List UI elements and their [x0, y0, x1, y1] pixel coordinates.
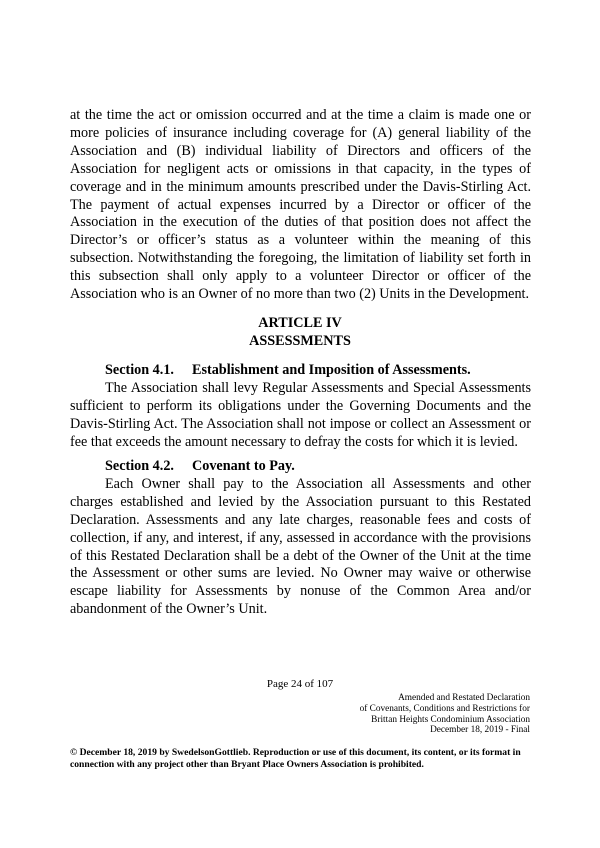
doc-info-line: Brittan Heights Condominium Association [371, 714, 530, 725]
article-title: ASSESSMENTS [249, 333, 351, 349]
article-number: ARTICLE IV [258, 315, 342, 331]
section-4-2 [70, 458, 531, 619]
section-heading [70, 458, 531, 476]
article-heading [0, 314, 600, 350]
section-number: Section 4.1. [105, 362, 174, 378]
section-body: The Association shall levy Regular Assessments and Special Assessments sufficient to perform its obligations under the Governing Documents and the Davis-Stirling Act. The Association shall not impose or collect an Assessment or fee that exceeds the amount necessary to defray the costs for which it is levied. [70, 379, 531, 450]
continuation-paragraph-block [70, 107, 531, 304]
doc-info-line: of Covenants, Conditions and Restrictions for [359, 703, 530, 714]
section-body: Each Owner shall pay to the Association all Assessments and other charges established and levied by the Association pursuant to this Restated Declaration. Assessments and any late charges, reasonable fees and costs of collection, if any, and interest, if any, assessed in accordance with the provisions of this Restated Declaration shall be a debt of the Owner of the Unit at the time the Assessment or other sums are levied. No Owner may waive or otherwise escape liability for Assessments by nonuse of the Common Area and/or abandonment of the Owner’s Unit. [70, 475, 531, 618]
section-heading [70, 362, 531, 380]
copyright-notice: © December 18, 2019 by SwedelsonGottlieb. Reproduction or use of this document, its content, or its format in connection with any project other than Bryant Place Owners Association is prohibited. [70, 747, 521, 770]
section-4-1 [70, 362, 531, 452]
continuation-paragraph: at the time the act or omission occurred and at the time a claim is made one or more policies of insurance including coverage for (A) general liability of the Association and (B) individual liability of Directors and officers of the Association for negligent acts or omissions in that capacity, in the types of coverage and in the minimum amounts prescribed under the Davis-Stirling Act. The payment of actual expenses incurred by a Director or officer of the Association in the execution of the duties of that position does not affect the Director’s or officer’s status as a volunteer within the meaning of this subsection. Notwithstanding the foregoing, the limitation of liability set forth in this subsection shall only apply to a volunteer Director or officer of the Association who is an Owner of no more than two (2) Units in the Development. [70, 107, 531, 303]
section-number: Section 4.2. [105, 458, 174, 474]
doc-info-line: Amended and Restated Declaration [398, 693, 530, 703]
doc-info-line: December 18, 2019 - Final [430, 725, 530, 736]
document-info-footer [270, 693, 530, 736]
page-number: Page 24 of 107 [266, 678, 334, 690]
section-title: Establishment and Imposition of Assessments. [192, 362, 471, 378]
section-title: Covenant to Pay. [192, 458, 295, 474]
